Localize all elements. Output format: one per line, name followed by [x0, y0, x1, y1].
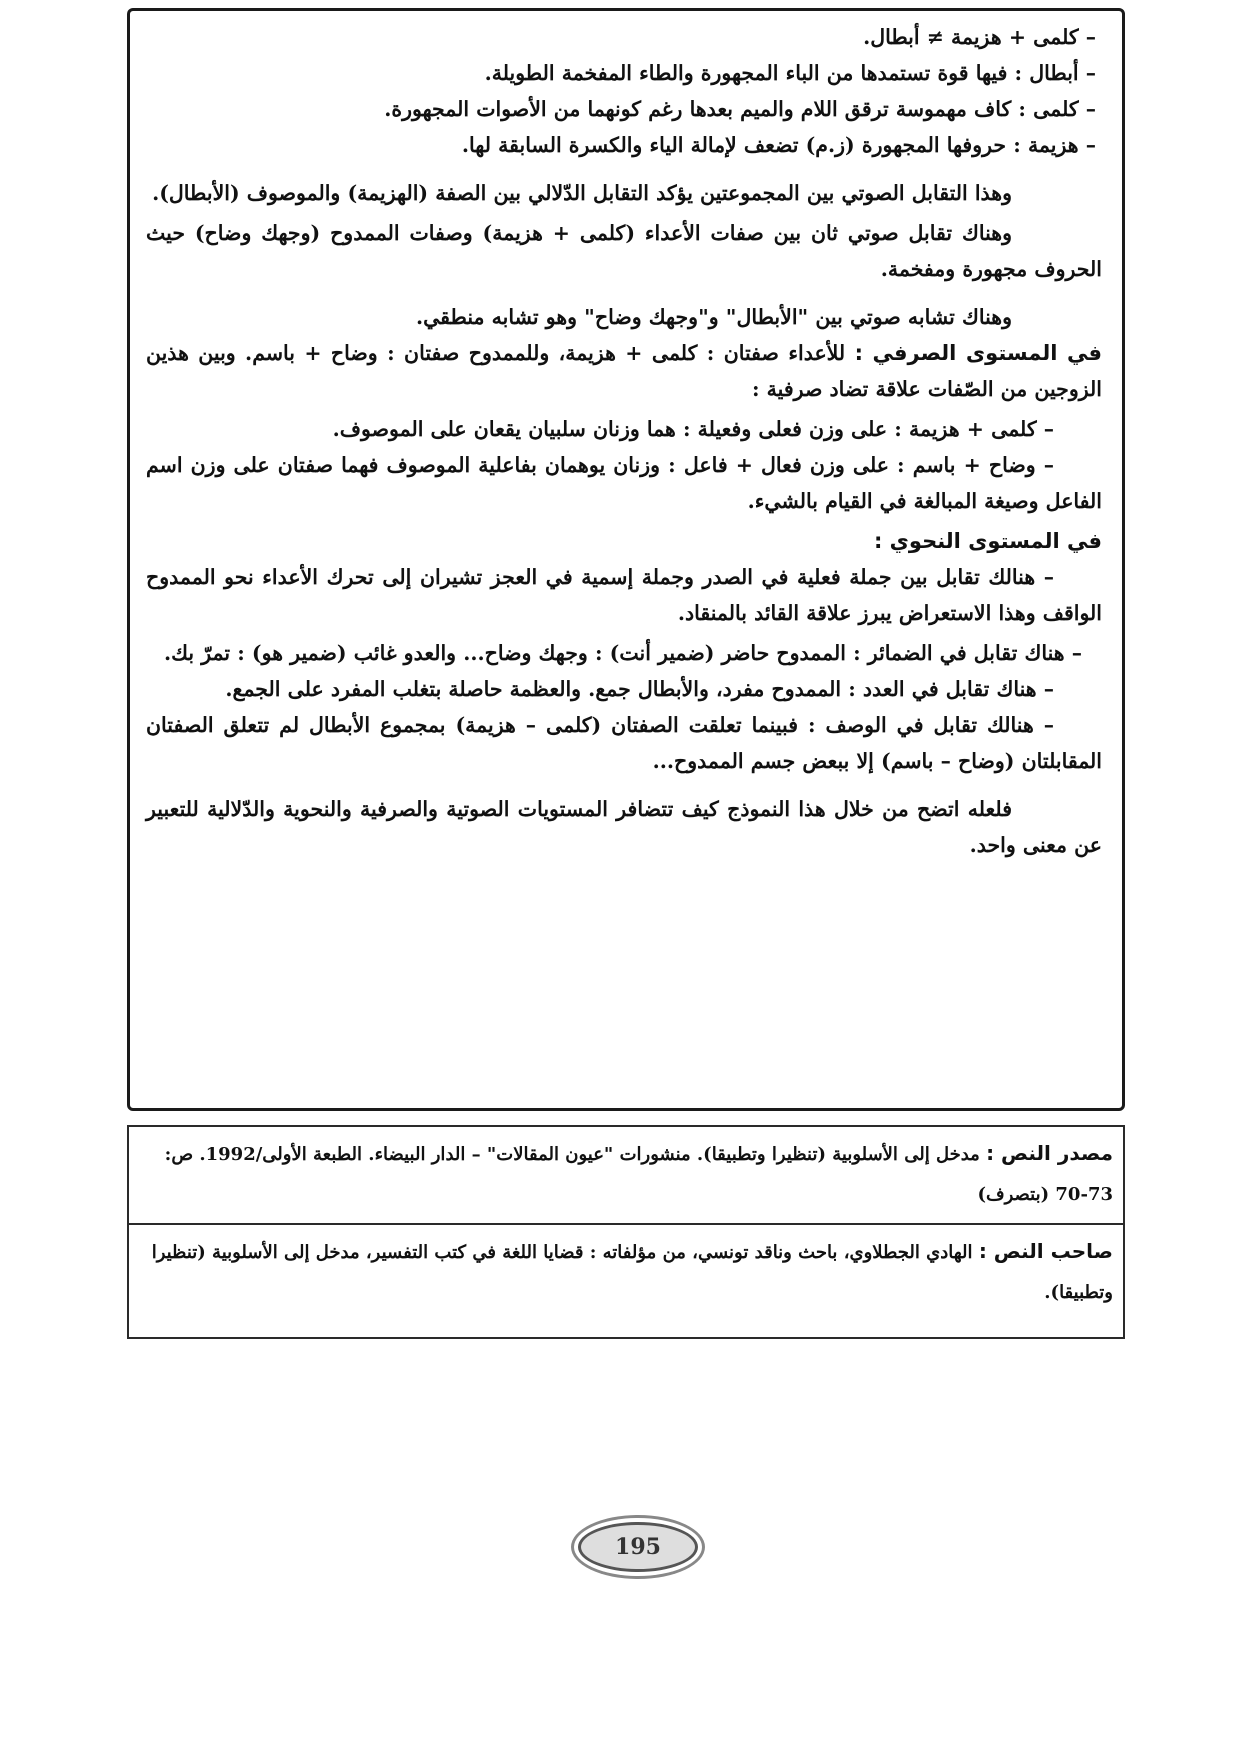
conclusion-paragraph: فلعله اتضح من خلال هذا النموذج كيف تتضافر المستويات الصوتية والصرفية والنحوية والدّلالية للتعبير عن معنى واحد. [146, 797, 1102, 857]
syntax-bullet: – هناك تقابل في الضمائر : الممدوح حاضر (ضمير أنت) : وجهك وضاح... والعدو غائب (ضمير هو) : تمرّ بك. [163, 641, 1082, 665]
phonetic-similarity-paragraph: وهناك تشابه صوتي بين "الأبطال" و"وجهك وضاح" وهو تشابه منطقي. [415, 305, 1012, 329]
phonetic-contrast-paragraph-2: وهناك تقابل صوتي ثان بين صفات الأعداء (كلمى + هزيمة) وصفات الممدوح (وجهك وضاح) حيث الحروف مجهورة ومفخمة. [146, 221, 1102, 281]
main-text-box [127, 8, 1125, 1111]
syntax-bullet: – هنالك تقابل في الوصف : فبينما تعلقت الصفتان (كلمى – هزيمة) بمجموع الأبطال لم تتعلق الصفتان المقابلتان (وضاح – باسم) إلا ببعض جسم الممدوح... [146, 713, 1102, 773]
text-source-label: مصدر النص : [986, 1141, 1113, 1165]
text-source-section [129, 1127, 1123, 1223]
syntactic-level-heading: في المستوى النحوي : [873, 529, 1102, 553]
phonetic-contrast-paragraph: وهذا التقابل الصوتي بين المجموعتين يؤكد التقابل الدّلالي بين الصفة (الهزيمة) والموصوف (الأبطال). [152, 181, 1012, 205]
text-author-value: الهادي الجطلاوي، باحث وناقد تونسي، من مؤلفاته : قضايا اللغة في كتب التفسير، مدخل إلى الأسلوبية (تنظيرا وتطبيقا). [151, 1242, 1113, 1303]
morph-bullet: – وضاح + باسم : على وزن فعال + فاعل : وزنان يوهمان بفاعلية الموصوف فهما صفتان على وزن اسم الفاعل وصيغة المبالغة في القيام بالشيء. [146, 453, 1102, 513]
syntax-bullet: – هناك تقابل في العدد : الممدوح مفرد، والأبطال جمع. والعظمة حاصلة بتغلب المفرد على الجمع. [225, 677, 1054, 701]
bullet-line: – أبطال : فيها قوة تستمدها من الباء المجهورة والطاء المفخمة الطويلة. [484, 61, 1096, 85]
page-number: 195 [615, 1534, 661, 1560]
morph-bullet: – كلمى + هزيمة : على وزن فعلى وفعيلة : هما وزنان سلبيان يقعان على الموصوف. [332, 417, 1054, 441]
bullet-line: – هزيمة : حروفها المجهورة (ز.م) تضعف لإمالة الياء والكسرة السابقة لها. [461, 133, 1096, 157]
text-author-label: صاحب النص : [978, 1239, 1113, 1263]
bullet-line: – كلمى + هزيمة ≠ أبطال. [863, 25, 1096, 49]
source-info-box [127, 1125, 1125, 1339]
morphological-level-paragraph [146, 335, 1102, 407]
page-number-badge [578, 1522, 698, 1572]
syntax-bullet: – هنالك تقابل بين جملة فعلية في الصدر وجملة إسمية في العجز تشيران إلى تحرك الأعداء نحو الممدوح الواقف وهذا الاستعراض يبرز علاقة القائد بالمنقاد. [146, 565, 1102, 625]
morphological-level-text: للأعداء صفتان : كلمى + هزيمة، وللممدوح صفتان : وضاح + باسم. وبين هذين الزوجين من الصّفات علاقة تضاد صرفية : [146, 341, 1102, 401]
bullet-line: – كلمى : كاف مهموسة ترقق اللام والميم بعدها رغم كونهما من الأصوات المجهورة. [384, 97, 1096, 121]
text-source-value: مدخل إلى الأسلوبية (تنظيرا وتطبيقا). منشورات "عيون المقالات" – الدار البيضاء. الطبعة الأولى/1992. ص: 73-70 (بتصرف) [164, 1144, 1113, 1205]
morphological-level-heading: في المستوى الصرفي : [854, 341, 1103, 365]
text-author-section [129, 1223, 1123, 1317]
